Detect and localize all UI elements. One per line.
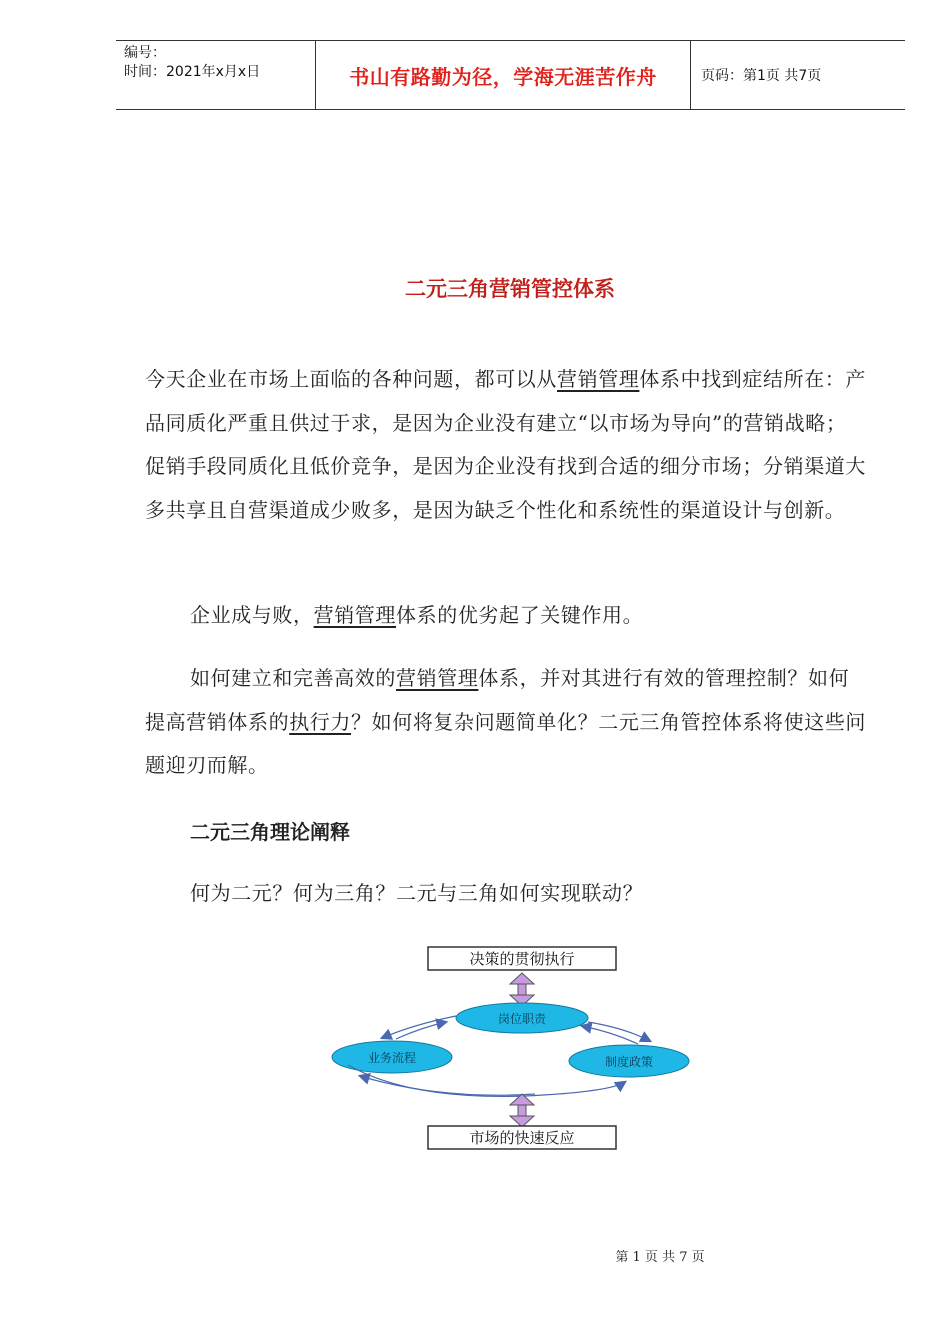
- p1-text-b: 体系中找到症结所在：产品同质化严重且供过于求，是因为企业没有建立“以市场为导向”的营销战略；促销手段同质化且低价竞争，是因为企业没有找到合适的细分市场；分销渠道大多共享且自营渠道成少败多，是因为缺乏个性化和系统性的渠道设计与创新。: [145, 367, 867, 522]
- question-text: 何为二元？何为三角？二元与三角如何实现联动？: [190, 881, 644, 905]
- question-paragraph: [145, 872, 867, 916]
- ellipse-position-duties-label: 岗位职责: [497, 1012, 547, 1026]
- paragraph-2: [145, 594, 867, 638]
- link-execution[interactable]: 执行力: [289, 709, 352, 734]
- time-label: 时间：2021年x月x日: [124, 64, 261, 80]
- top-double-arrow: [510, 973, 534, 1006]
- section-subheading: 二元三角理论阐释: [190, 820, 350, 844]
- page-footer: 第 1 页 共 7 页: [615, 1250, 705, 1265]
- paragraph-3: [145, 657, 867, 788]
- p2-text-b: 体系的优劣起了关键作用。: [396, 603, 644, 627]
- binary-triangle-diagram: [320, 940, 700, 1155]
- p2-text-a: 企业成与败，: [190, 603, 314, 627]
- document-title: 二元三角营销管控体系: [405, 276, 615, 301]
- bottom-box-label: 市场的快速反应: [469, 1129, 575, 1147]
- header-motto: 书山有路勤为径，学海无涯苦作舟: [349, 64, 657, 89]
- top-box-label: 决策的贯彻执行: [469, 950, 575, 968]
- p3-text-b: 体系，并对其进行有效的管理控制？如何提高营销体系的: [145, 666, 850, 734]
- page-info: 页码：第1页 共7页: [701, 68, 822, 84]
- number-label: 编号：: [124, 45, 166, 61]
- p3-text-c: ？如何将复杂问题简单化？二元三角管控体系将使这些问题迎刃而解。: [145, 709, 867, 777]
- ellipse-policy-label: 制度政策: [604, 1055, 654, 1069]
- link-marketing-management-1[interactable]: 营销管理: [557, 367, 640, 391]
- link-marketing-management-2[interactable]: 营销管理: [313, 603, 397, 627]
- page-header: [116, 40, 905, 110]
- p3-text-a: 如何建立和完善高效的: [190, 666, 396, 690]
- bottom-double-arrow: [510, 1094, 534, 1127]
- header-motto-cell: [316, 41, 691, 109]
- ellipse-business-process-label: 业务流程: [367, 1051, 417, 1065]
- link-marketing-management-3[interactable]: 营销管理: [396, 666, 479, 690]
- header-page-info: [691, 41, 905, 109]
- paragraph-1: [145, 358, 867, 532]
- header-meta: [116, 41, 316, 109]
- p1-text-a: 今天企业在市场上面临的各种问题，都可以从: [145, 367, 557, 391]
